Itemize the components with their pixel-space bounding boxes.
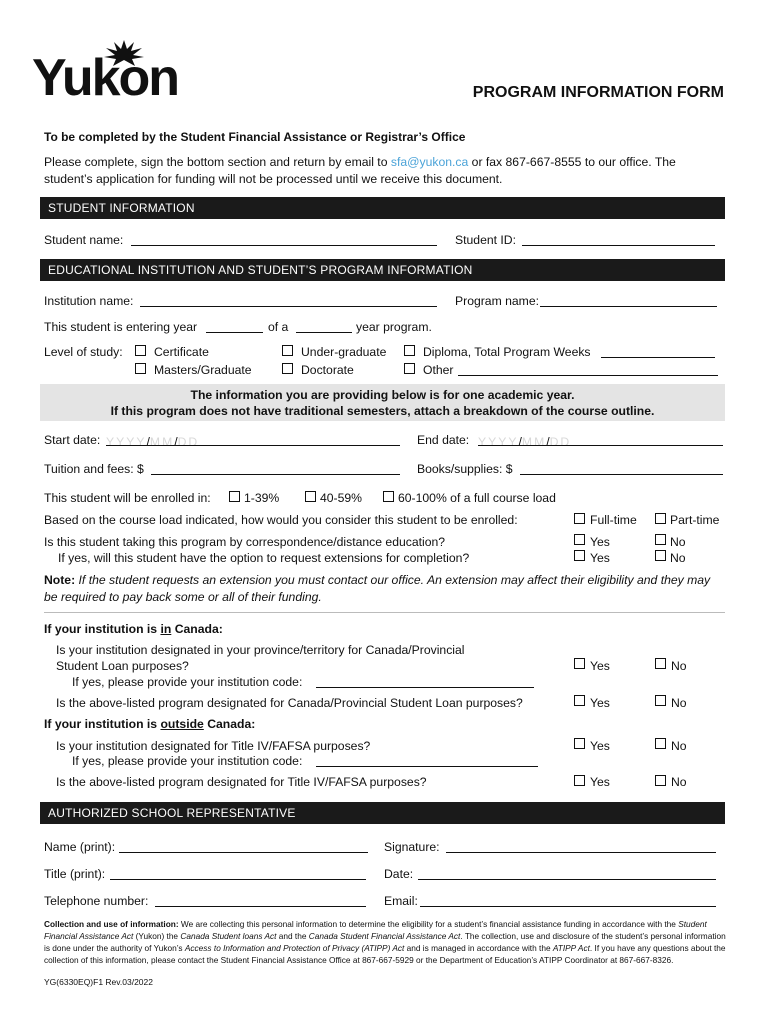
canada-q2-yes-checkbox[interactable] <box>574 695 585 706</box>
books-field[interactable] <box>520 473 723 475</box>
canada-q2-no-label: No <box>671 696 687 710</box>
outside-q2: Is the above-listed program designated for Title IV/FAFSA purposes? <box>56 775 427 789</box>
canada-q1-no-checkbox[interactable] <box>655 658 666 669</box>
extension-question: If yes, will this student have the option to request extensions for completion? <box>58 551 470 565</box>
canada-code-label: If yes, please provide your institution code: <box>72 675 303 689</box>
load-40-59-label: 40-59% <box>320 491 363 505</box>
fulltime-label: Full-time <box>590 513 637 527</box>
fulltime-checkbox[interactable] <box>574 513 585 524</box>
email-link[interactable]: sfa@yukon.ca <box>390 155 469 169</box>
canada-q1-no-label: No <box>671 659 687 673</box>
canada-q1-yes-label: Yes <box>590 659 610 673</box>
start-date-placeholder: YYYY/MM/DD <box>106 435 200 449</box>
in-canada-heading: If your institution is in Canada: <box>44 622 223 636</box>
other-field[interactable] <box>458 374 718 376</box>
page-title: PROGRAM INFORMATION FORM <box>472 84 724 101</box>
date-label: Date: <box>384 867 414 881</box>
start-date-field[interactable] <box>106 444 400 446</box>
outside-q2-yes-label: Yes <box>590 775 610 789</box>
parttime-label: Part-time <box>670 513 720 527</box>
masters-checkbox[interactable] <box>135 363 146 374</box>
outside-q1: Is your institution designated for Title IV/FAFSA purposes? <box>56 739 371 753</box>
email-label: Email: <box>384 894 418 908</box>
outside-q2-no-label: No <box>671 775 687 789</box>
outside-q2-no-checkbox[interactable] <box>655 775 666 786</box>
undergraduate-checkbox[interactable] <box>282 345 293 356</box>
certificate-checkbox[interactable] <box>135 345 146 356</box>
load-60-100-label: 60-100% of a full course load <box>398 491 556 505</box>
extension-no-label: No <box>670 551 686 565</box>
outside-q1-yes-checkbox[interactable] <box>574 738 585 749</box>
rep-name-field[interactable] <box>119 851 368 853</box>
start-date-label: Start date: <box>44 433 101 447</box>
course-load-question: Based on the course load indicated, how would you consider this student to be enrolled: <box>44 513 518 527</box>
outside-canada-heading: If your institution is outside Canada: <box>44 717 256 731</box>
other-label: Other <box>423 363 454 377</box>
canada-q1-line1: Is your institution designated in your province/territory for Canada/Provincial <box>56 643 465 657</box>
level-of-study-label: Level of study: <box>44 345 123 359</box>
email-field[interactable] <box>420 905 716 907</box>
privacy-notice: Collection and use of information: We are collecting this personal information to determine the eligibility for a student’s financial assistance funding in accordance with the Student Financial Assistance Act (Yukon) the Canada Student loans Act and the Canada Student Financial Assistance Act. The collection, use and disclosure of the student’s personal information is done under the authority of Yukon’s Access to Information and Protection of Privacy (ATIPP) Act and is managed in accordance with the ATIPP Act. If you have any questions about the collection of this information, please contact the Student Financial Assistance Office at 867-667-5929 or the Department of Education’s ATIPP Coordinator at 867-667-8326. <box>44 919 726 965</box>
enrolled-label: This student will be enrolled in: <box>44 491 211 505</box>
canada-q1-line2: Student Loan purposes? <box>56 659 189 673</box>
program-name-field[interactable] <box>540 305 717 307</box>
entering-year-label: This student is entering year <box>44 320 198 334</box>
outside-q1-no-checkbox[interactable] <box>655 738 666 749</box>
outside-q2-yes-checkbox[interactable] <box>574 775 585 786</box>
student-id-field[interactable] <box>522 244 715 246</box>
distance-question: Is this student taking this program by correspondence/distance education? <box>44 535 446 549</box>
distance-no-checkbox[interactable] <box>655 534 666 545</box>
distance-no-label: No <box>670 535 686 549</box>
distance-yes-checkbox[interactable] <box>574 534 585 545</box>
student-name-field[interactable] <box>131 244 437 246</box>
load-60-100-checkbox[interactable] <box>383 491 394 502</box>
phone-field[interactable] <box>155 905 366 907</box>
outside-code-label: If yes, please provide your institution code: <box>72 754 303 768</box>
extension-yes-checkbox[interactable] <box>574 550 585 561</box>
entering-year-field[interactable] <box>206 331 263 333</box>
canada-q2-yes-label: Yes <box>590 696 610 710</box>
notice-line-1: The information you are providing below is for one academic year. <box>190 388 575 402</box>
of-a-label: of a <box>268 320 289 334</box>
books-label: Books/supplies: $ <box>417 462 513 476</box>
year-program-label: year program. <box>356 320 432 334</box>
rep-title-label: Title (print): <box>44 867 106 881</box>
other-checkbox[interactable] <box>404 363 415 374</box>
diploma-weeks-field[interactable] <box>601 356 715 358</box>
tuition-label: Tuition and fees: $ <box>44 462 144 476</box>
doctorate-checkbox[interactable] <box>282 363 293 374</box>
institution-name-label: Institution name: <box>44 294 134 308</box>
canada-q1-yes-checkbox[interactable] <box>574 658 585 669</box>
signature-field[interactable] <box>446 851 716 853</box>
diploma-label: Diploma, Total Program Weeks <box>423 345 591 359</box>
load-1-39-checkbox[interactable] <box>229 491 240 502</box>
form-subtitle: To be completed by the Student Financial Assistance or Registrar’s Office <box>44 130 466 144</box>
distance-yes-label: Yes <box>590 535 610 549</box>
program-length-field[interactable] <box>296 331 352 333</box>
undergraduate-label: Under-graduate <box>301 345 387 359</box>
notice-line-2: If this program does not have traditional semesters, attach a breakdown of the course outline. <box>110 404 655 418</box>
date-field[interactable] <box>418 878 716 880</box>
outside-code-field[interactable] <box>316 765 538 767</box>
extension-no-checkbox[interactable] <box>655 550 666 561</box>
representative-heading: AUTHORIZED SCHOOL REPRESENTATIVE <box>40 802 725 824</box>
rep-title-field[interactable] <box>110 878 366 880</box>
certificate-label: Certificate <box>154 345 209 359</box>
canada-code-field[interactable] <box>316 686 534 688</box>
program-info-heading: EDUCATIONAL INSTITUTION AND STUDENT’S PROGRAM INFORMATION <box>40 259 725 281</box>
phone-label: Telephone number: <box>44 894 149 908</box>
end-date-placeholder: YYYY/MM/DD <box>478 435 572 449</box>
rep-name-label: Name (print): <box>44 840 116 854</box>
end-date-field[interactable] <box>478 444 723 446</box>
outside-q1-yes-label: Yes <box>590 739 610 753</box>
student-info-heading: STUDENT INFORMATION <box>40 197 725 219</box>
canada-q2-no-checkbox[interactable] <box>655 695 666 706</box>
extension-note: Note: If the student requests an extension you must contact our office. An extension may affect their eligibility and they may be required to pay back some or all of their funding. <box>44 573 711 604</box>
load-1-39-label: 1-39% <box>244 491 280 505</box>
intro-paragraph: Please complete, sign the bottom section and return by email to sfa@yukon.ca or fax 867-667-8555 to our office. The student’s application for funding will not be processed until we receive this document. <box>44 155 676 186</box>
program-name-label: Program name: <box>455 294 539 308</box>
load-40-59-checkbox[interactable] <box>305 491 316 502</box>
institution-name-field[interactable] <box>140 305 437 307</box>
extension-yes-label: Yes <box>590 551 610 565</box>
masters-label: Masters/Graduate <box>154 363 252 377</box>
parttime-checkbox[interactable] <box>655 513 666 524</box>
doctorate-label: Doctorate <box>301 363 354 377</box>
outside-q1-no-label: No <box>671 739 687 753</box>
canada-q2: Is the above-listed program designated for Canada/Provincial Student Loan purposes? <box>56 696 523 710</box>
form-code: YG(6330EQ)F1 Rev.03/2022 <box>44 977 153 987</box>
student-name-label: Student name: <box>44 233 124 247</box>
tuition-field[interactable] <box>151 473 400 475</box>
signature-label: Signature: <box>384 840 440 854</box>
end-date-label: End date: <box>417 433 470 447</box>
section-divider <box>44 612 725 613</box>
yukon-logo: Yukon <box>32 49 179 107</box>
student-id-label: Student ID: <box>455 233 516 247</box>
diploma-checkbox[interactable] <box>404 345 415 356</box>
